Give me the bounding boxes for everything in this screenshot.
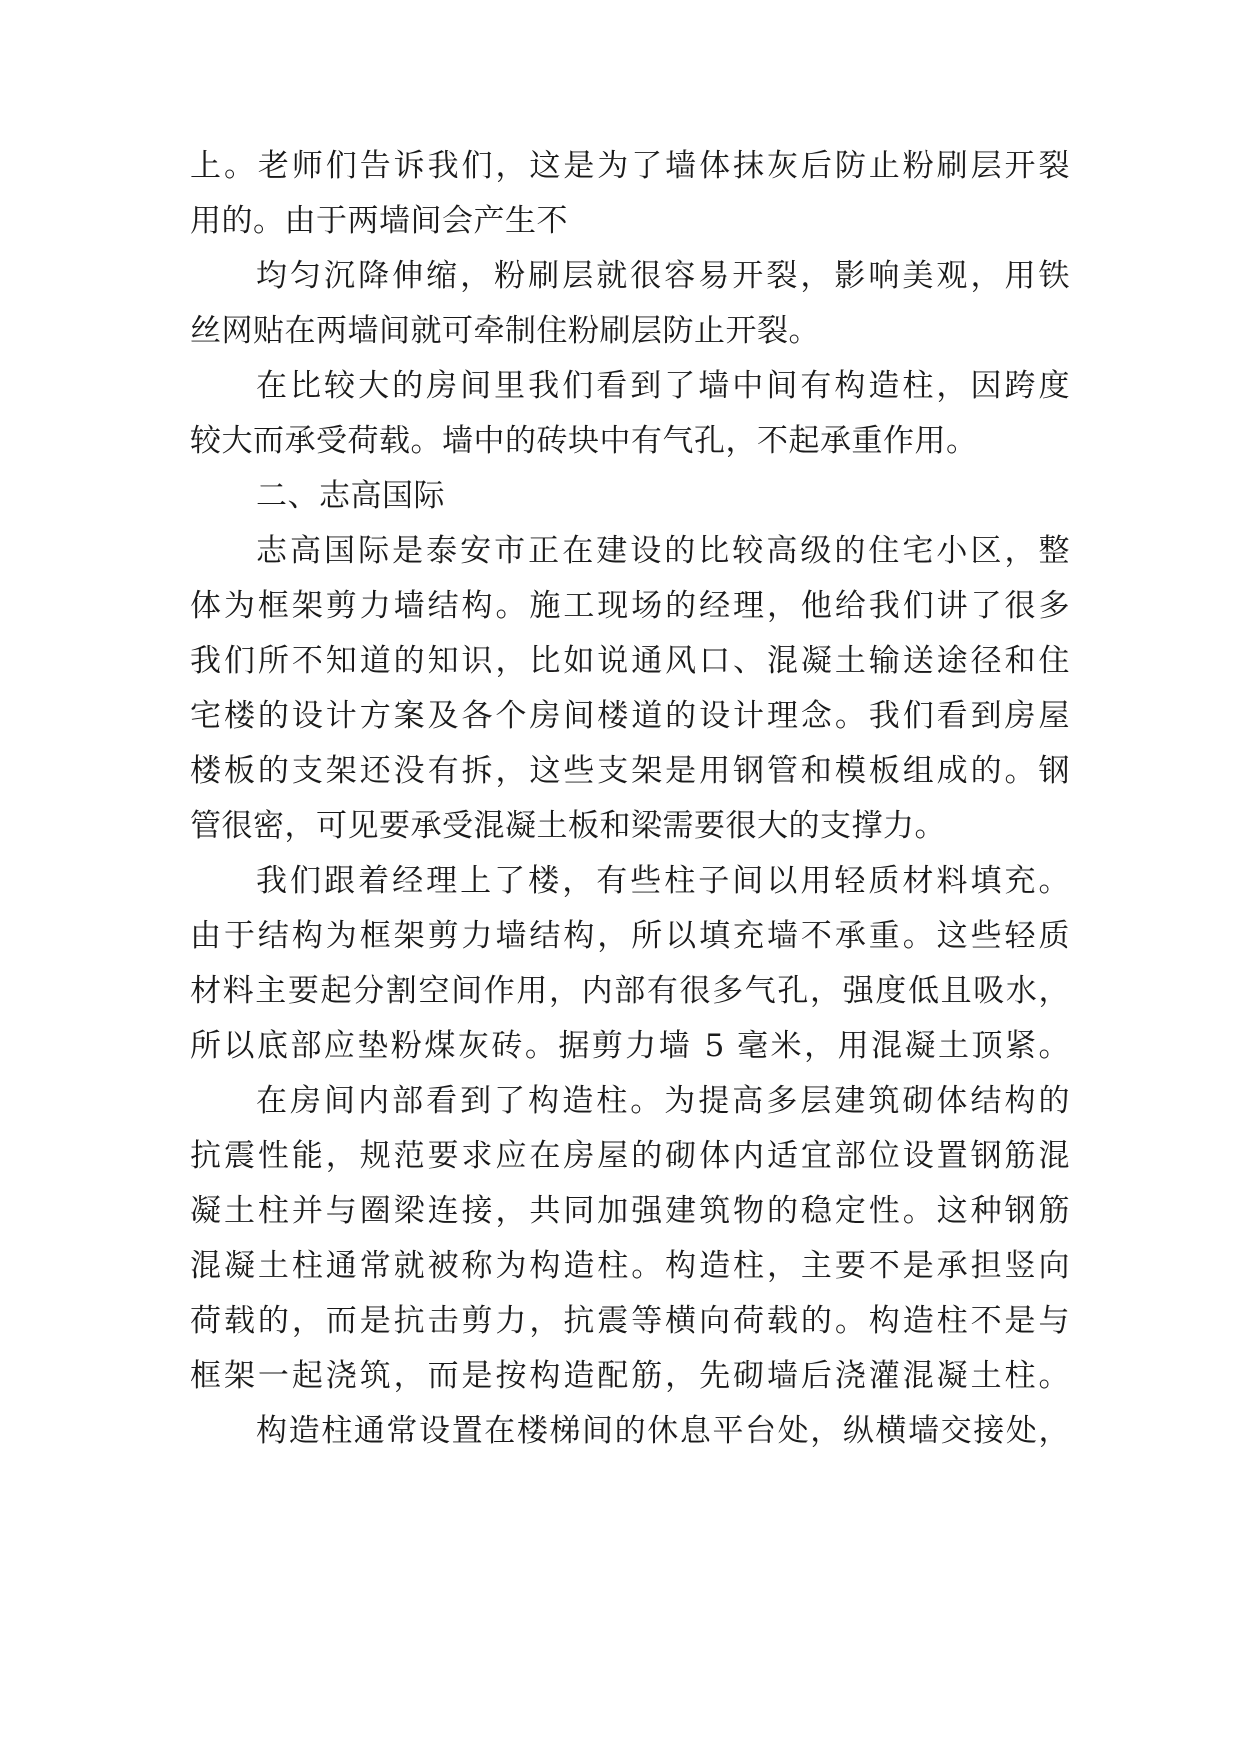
text-line: 由于结构为框架剪力墙结构，所以填充墙不承重。这些轻质: [190, 918, 1070, 954]
text-line: 抗震性能，规范要求应在房屋的砌体内适宜部位设置钢筋混: [190, 1138, 1070, 1174]
text-line: 所以底部应垫粉煤灰砖。据剪力墙 5 毫米，用混凝土顶紧。: [190, 1028, 1070, 1064]
text-line: 构造柱通常设置在楼梯间的休息平台处，纵横墙交接处，: [256, 1413, 1070, 1449]
text-line: 体为框架剪力墙结构。施工现场的经理，他给我们讲了很多: [190, 588, 1070, 624]
text-line: 凝土柱并与圈梁连接，共同加强建筑物的稳定性。这种钢筋: [190, 1193, 1070, 1229]
section-heading: 二、志高国际: [256, 478, 445, 514]
text-line: 我们所不知道的知识，比如说通风口、混凝土输送途径和住: [190, 643, 1070, 679]
text-line: 材料主要起分割空间作用，内部有很多气孔，强度低且吸水，: [190, 973, 1070, 1009]
text-line: 用的。由于两墙间会产生不: [190, 203, 568, 239]
text-line: 上。老师们告诉我们，这是为了墙体抹灰后防止粉刷层开裂: [190, 148, 1070, 184]
text-line: 荷载的，而是抗击剪力，抗震等横向荷载的。构造柱不是与: [190, 1303, 1070, 1339]
text-line: 管很密，可见要承受混凝土板和梁需要很大的支撑力。: [190, 808, 946, 844]
text-line: 混凝土柱通常就被称为构造柱。构造柱，主要不是承担竖向: [190, 1248, 1070, 1284]
text-line: 框架一起浇筑，而是按构造配筋，先砌墙后浇灌混凝土柱。: [190, 1358, 1070, 1394]
text-line: 在比较大的房间里我们看到了墙中间有构造柱，因跨度: [256, 368, 1070, 404]
text-line: 我们跟着经理上了楼，有些柱子间以用轻质材料填充。: [256, 863, 1070, 899]
text-line: 楼板的支架还没有拆，这些支架是用钢管和模板组成的。钢: [190, 753, 1070, 789]
text-line: 较大而承受荷载。墙中的砖块中有气孔，不起承重作用。: [190, 423, 978, 459]
text-line: 丝网贴在两墙间就可牵制住粉刷层防止开裂。: [190, 313, 820, 349]
text-line: 志高国际是泰安市正在建设的比较高级的住宅小区，整: [256, 533, 1070, 569]
text-line: 宅楼的设计方案及各个房间楼道的设计理念。我们看到房屋: [190, 698, 1070, 734]
text-line: 在房间内部看到了构造柱。为提高多层建筑砌体结构的: [256, 1083, 1070, 1119]
text-line: 均匀沉降伸缩，粉刷层就很容易开裂，影响美观，用铁: [256, 258, 1070, 294]
